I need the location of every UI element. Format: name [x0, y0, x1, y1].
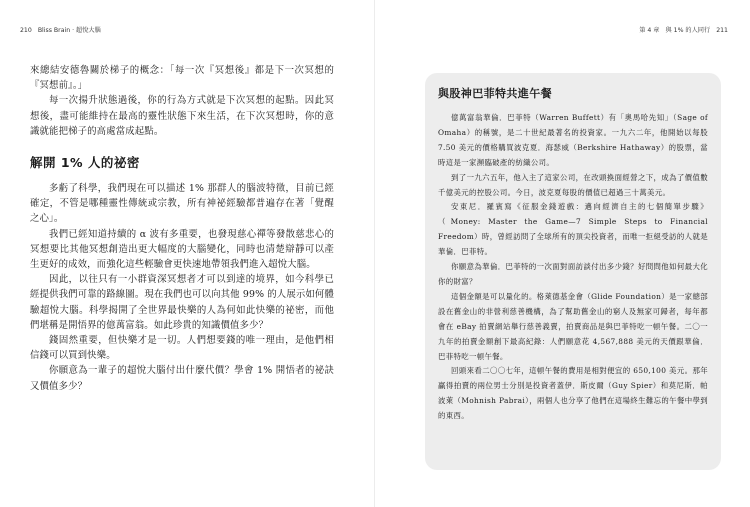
- sidebar-paragraph: 回頭來看二〇〇七年，這頓午餐的費用是相對便宜的 650,100 美元。那年贏得拍賣的兩位男士分別是投資者蓋伊．斯皮爾（Guy Spier）和莫尼斯．帕波萊（Mohnish Pabrai），兩個人也分享了他們在這場終生難忘的午餐中學到的東西。: [438, 366, 708, 421]
- body-paragraph: 我們已經知道持續的 α 波有多重要，也發現慈心禪等發散慈悲心的冥想要比其他冥想創造出更大幅度的大腦變化，同時也清楚辯靜可以產生更好的成效，而強化這些輕驗會更快速地帶領我們進入超悅大腦。: [30, 228, 334, 271]
- sidebar-paragraph: 這個金額是可以量化的。格萊德基金會（Glide Foundation）是一家總部設在舊金山的非營利慈善機構，為了幫助舊金山的窮人及無家可歸者，每年都會在 eBay 拍賣網站舉行慈善義賣，拍賣商品是與巴菲特吃一頓午餐。二〇一九年的拍賣金額創下最高紀錄：人們願意花 4,567,888 美元的天價跟華倫．巴菲特吃一頓午餐。: [438, 291, 708, 361]
- sidebar-title: 與股神巴菲特共進午餐: [438, 87, 552, 100]
- body-paragraph: 你願意為一輩子的超悅大腦付出什麼代價？學會 1% 開悟者的祕訣又價值多少？: [30, 365, 334, 392]
- body-paragraph: 因此，以往只有一小群資深冥想者才可以到達的境界，如今科學已經提供我們可靠的路線圖。現在我們也可以向其他 99% 的人展示如何體驗超悅大腦。科學揭開了全世界最快樂的人為何如此快樂的祕密，而他們堪稱是開悟界的億萬富翁。如此珍貴的知識價值多少？: [30, 274, 334, 331]
- body-paragraph: 錢固然重要，但快樂才是一切。人們想要錢的唯一理由，是他們相信錢可以買到快樂。: [30, 335, 334, 362]
- right-page-number: 211: [716, 27, 728, 34]
- section-heading: 解開 1% 人的祕密: [30, 155, 140, 171]
- left-page-number: 210: [20, 27, 32, 34]
- sidebar-paragraph: 你願意為華倫．巴菲特的一次面對面訪談付出多少錢？好問問他如何最大化你的財富？: [438, 262, 708, 286]
- body-paragraph: 每一次揚升狀態過後，你的行為方式就是下次冥想的起點。因此冥想後，盡可能維持在最高的靈性狀態下來生活，在下次冥想時，你的意識就能把梯子的高處當成起點。: [30, 95, 334, 137]
- book-title: Bliss Brain · 超悅大腦: [37, 27, 101, 34]
- chapter-title: 與 1% 的人同行: [665, 27, 711, 34]
- sidebar-paragraph: 億萬富翁華倫．巴菲特（Warren Buffett）有「奧馬哈先知」（Sage of Omaha）的稱號，是二十世紀最著名的投資家。一九六二年，他開始以每股 7.50 美元的價格購買波克夏．海瑟威（Berkshire Hathaway）的股票，當時這是一家瀕臨破產的紡織公司。: [438, 113, 708, 167]
- right-page: [375, 0, 750, 507]
- sidebar-paragraph: 安東尼．羅賓寫《征服金錢遊戲：邁向經濟自主的七個簡單步驟》（Money: Master the Game—7 Simple Steps to Financial Freedom）時，曾經訪問了全球所有的頂尖投資者，而唯一拒絕受訪的人就是華倫．巴菲特。: [438, 202, 708, 257]
- left-body: [30, 63, 334, 394]
- right-running-head: [633, 25, 728, 34]
- body-paragraph: 來總結安德魯關於梯子的概念：「每一次『冥想後』都是下一次冥想的『冥想前』。」: [30, 65, 334, 92]
- chapter-label: 第 4 章: [639, 27, 660, 34]
- body-paragraph: 多虧了科學，我們現在可以描述 1% 那群人的腦波特徵，目前已經確定，不管是哪種靈性傳統或宗教，所有神祕經驗都普遍存在著「覺醒之心」。: [30, 183, 334, 225]
- left-running-head: [20, 25, 107, 34]
- sidebar-paragraph: 到了一九六五年，他入主了這家公司，在改頭換面經營之下，成為了價值數千億美元的控股公司。今日，波克夏每股的價值已超過三十萬美元。: [438, 172, 708, 197]
- sidebar-box: [425, 73, 721, 470]
